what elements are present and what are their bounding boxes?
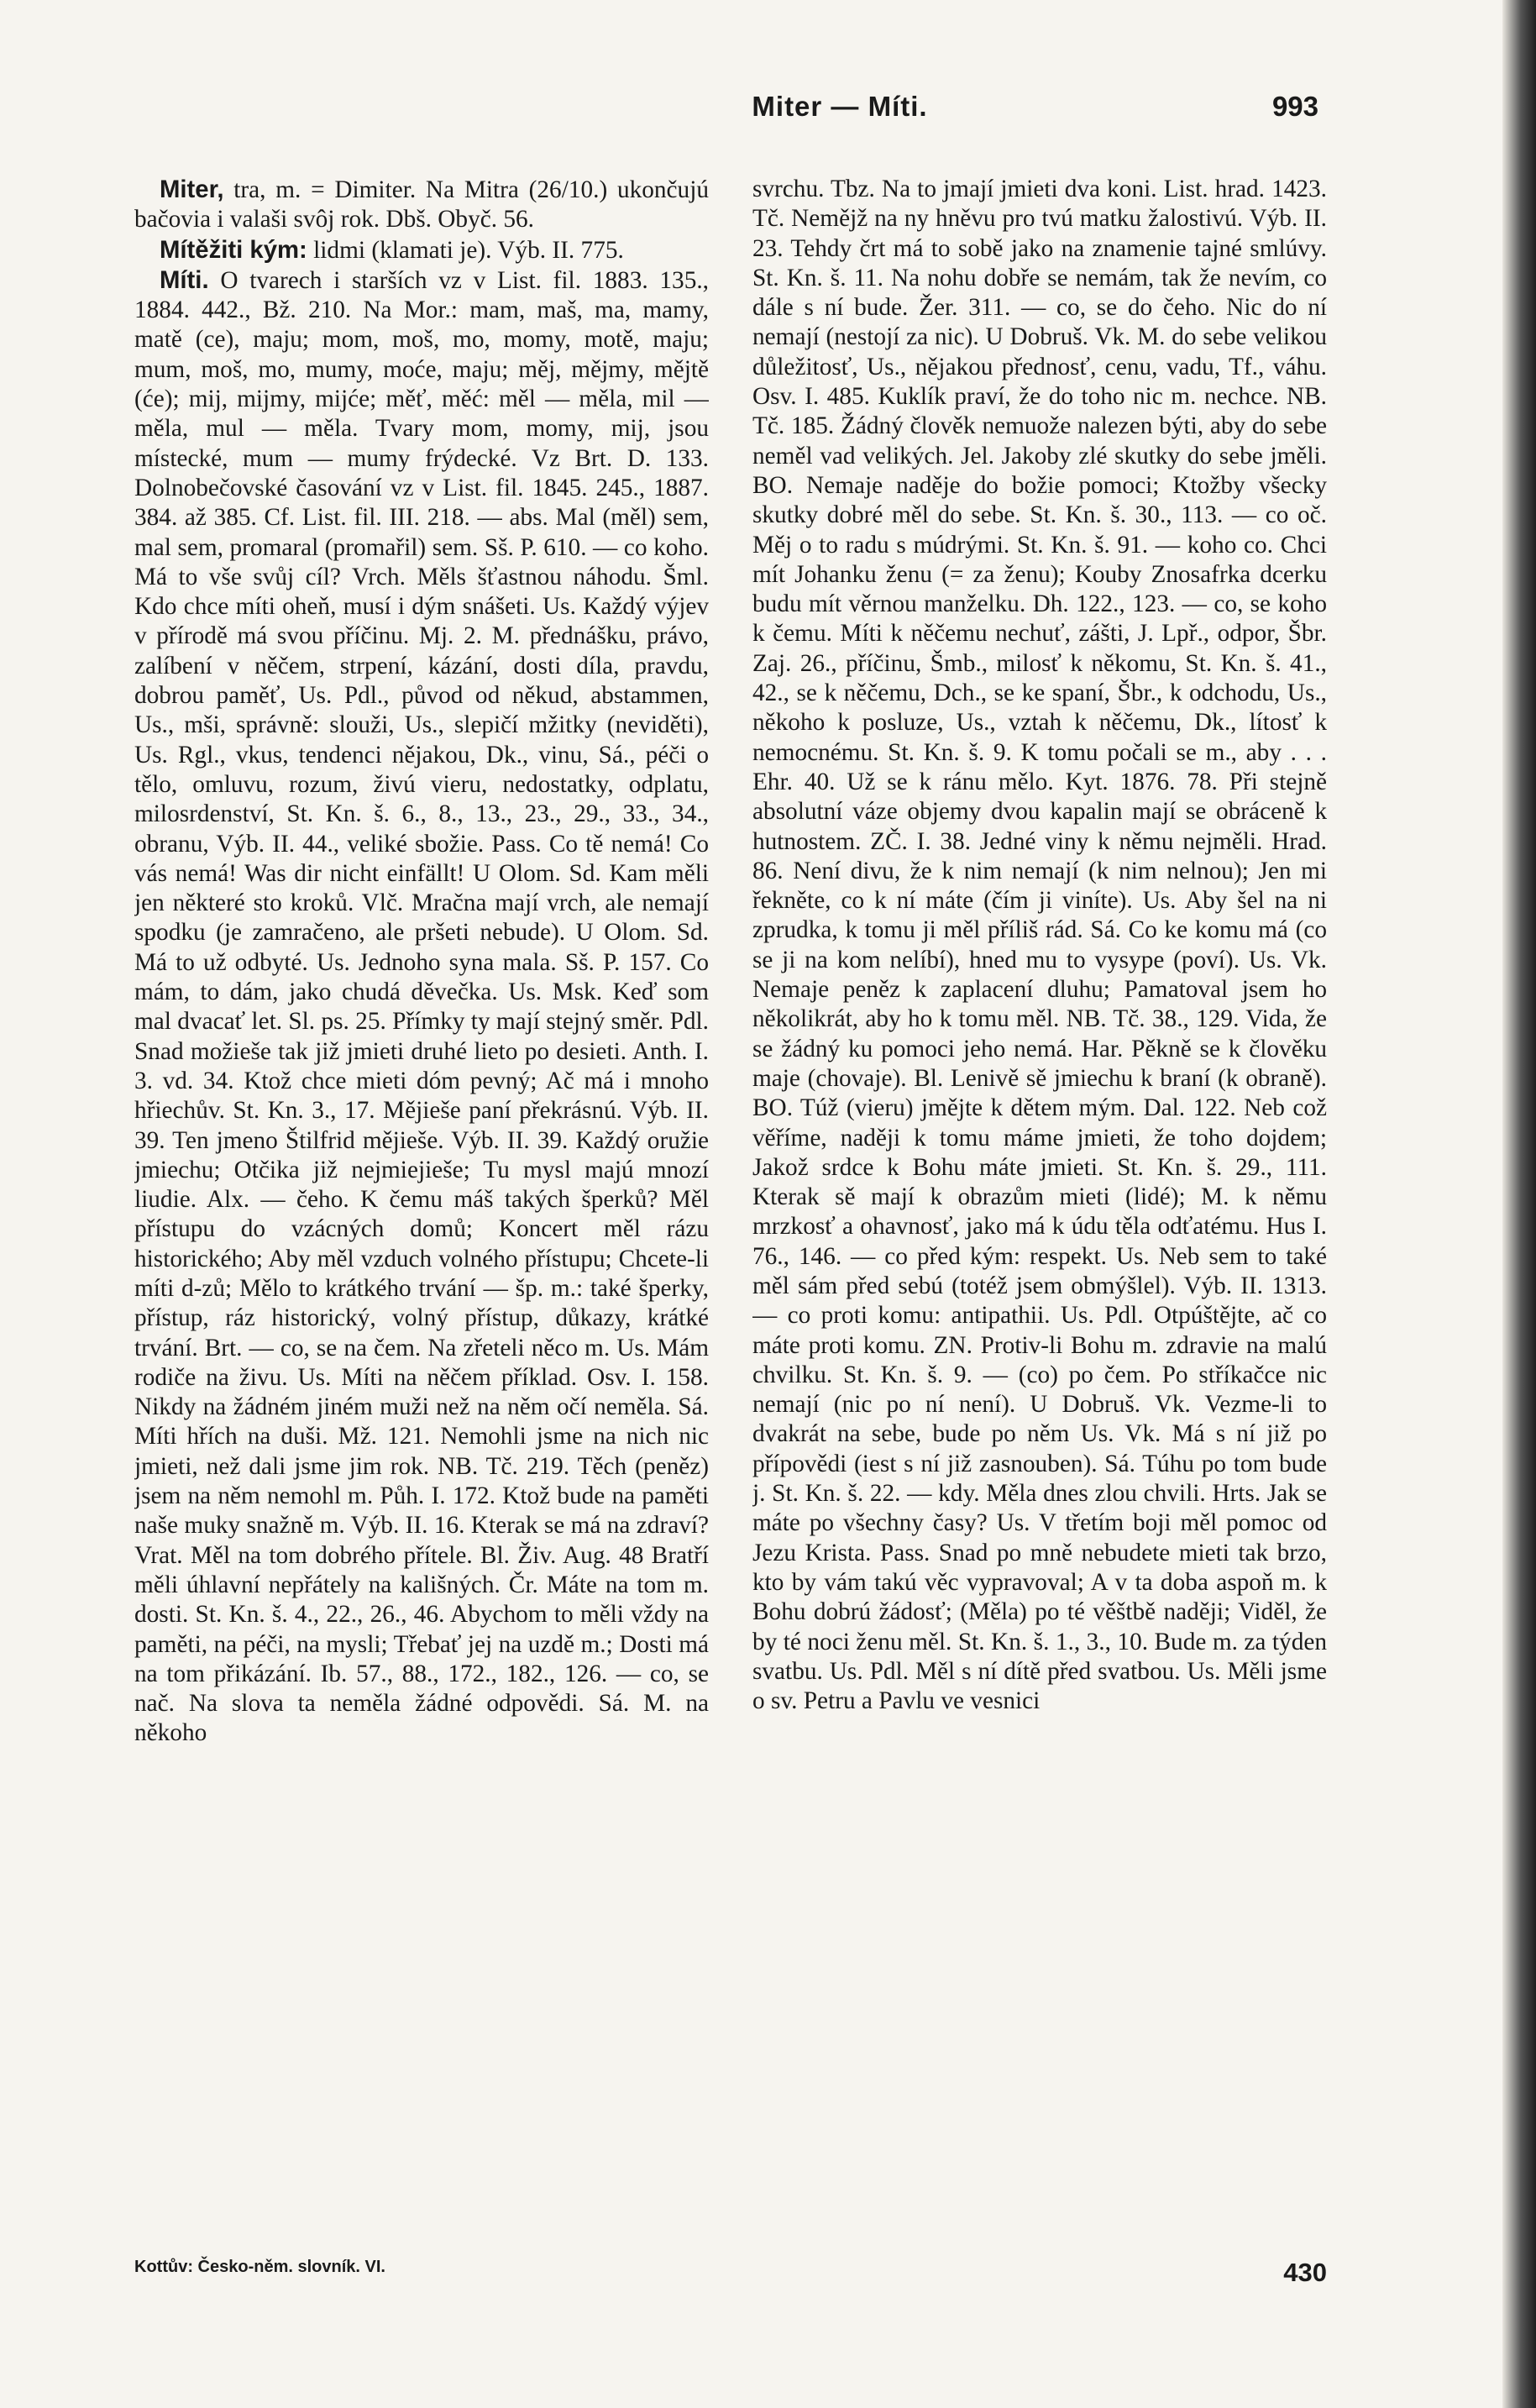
page-edge-shadow xyxy=(1502,0,1536,2408)
footer-signature: Kottův: Česko-něm. slovník. VI. xyxy=(134,2258,385,2276)
text-columns xyxy=(134,175,1327,2216)
headword: Miter, xyxy=(160,176,224,203)
page-footer xyxy=(134,2258,1327,2291)
headword: Mítěžiti kým: xyxy=(160,235,307,264)
right-column xyxy=(752,175,1327,2216)
headword: Míti. xyxy=(160,265,209,294)
entry-mitezit xyxy=(134,235,709,265)
entry-text: O tvarech i starších vz v List. fil. 1883. 135., 1884. 442., Bž. 210. Na Mor.: mam, maš, ma, mamy, matě (ce), maju; mom, moš, mo, momy, motě, maju; mum, moš, mo, mumy, moće, maju; měj, mějmy, mějtě (će); mij, mijmy, mijće; měť, měć: měl — měla, mil — měla, mul — měla. Tvary mom, momy, mij, jsou místecké, mum — mumy frýdecké. Vz Brt. D. 133. Dolnobečovské časování vz v List. fil. 1845. 245., 1887. 384. až 385. Cf. List. fil. III. 218. — abs. Mal (měl) sem, mal sem, promaral (promařil) sem. Sš. P. 610. — co koho. Má to vše svůj cíl? Vrch. Měls šťastnou náhodu. Šml. Kdo chce míti oheň, musí i dým snášeti. Us. Každý výjev v přírodě má svou příčinu. Mj. 2. M. přednášku, právo, zalíbení v něčem, strpení, kázání, dosti díla, pravdu, dobrou paměť, Us. Pdl., původ od někud, abstammen, Us., mši, správně: slouži, Us., slepičí mžitky (neviděti), Us. Rgl., vkus, tendenci nějakou, Dk., vinu, Sá., péči o tělo, omluvu, rozum, živú vieru, nedostatky, odplatu, milosrdenství, St. Kn. š. 6., 8., 13., 23., 29., 33., 34., obranu, Výb. II. 44., veliké sbožie. Pass. Co tě nemá! Co vás nemá! Was dir nicht einfällt! U Olom. Sd. Kam měli jen některé sto kroků. Vlč. Mračna mají vrch, ale nemají spodku (je zamračeno, ale pršeti nebude). U Olom. Sd. Má to už odbyté. Us. Jednoho syna mala. Sš. P. 157. Co mám, to dám, jako chudá děvečka. Us. Msk. Keď som mal dvacať let. Sl. ps. 25. Přímky ty mají stejný směr. Pdl. Snad možieše tak již jmieti druhé lieto po desieti. Anth. I. 3. vd. 34. Ktož chce mieti dóm pevný; Ač má i mnoho hřiechův. St. Kn. 3., 17. Mějieše paní překrásnú. Výb. II. 39. Ten jmeno Štilfrid mějieše. Výb. II. 39. Každý oružie jmiechu; Otčika již nejmiejieše; Tu mysl majú mnozí liudie. Alx. — čeho. K čemu máš takých šperků? Měl přístupu do vzácných domů; Koncert měl rázu historického; Aby měl vzduch volného přístupu; Chcete-li míti d-zů; Mělo to krátkého trvání — šp. m.: také šperky, přístup, ráz historický, volný přístup, důkazy, krátké trvání. Brt. — co, se na čem. Na zřeteli něco m. Us. Mám rodiče na živu. Us. Míti na něčem příklad. Osv. I. 158. Nikdy na žádném jiném muži než na něm očí neměla. Sá. Míti hřích na duši. Mž. 121. Nemohli jsme na nich nic jmieti, než dali jsme jim rok. NB. Tč. 219. Těch (peněz) jsem na něm nemohl m. Půh. I. 172. Ktož bude na paměti naše muky snažně m. Výb. II. 16. Kterak se má na zdraví? Vrat. Měl na tom dobrého přítele. Bl. Živ. Aug. 48 Bratří měli úhlavní nepřátely na kališných. Čr. Máte na tom m. dosti. St. Kn. š. 4., 22., 26., 46. Abychom to měli vždy na paměti, na péči, na mysli; Třebať jej na uzdě m.; Dosti má na tom přikázání. Ib. 57., 88., 172., 182., 126. — co, se nač. Na slova ta neměla žádné odpovědi. Sá. M. na někoho xyxy=(134,266,709,1747)
footer-sheet-number: 430 xyxy=(1283,2258,1327,2287)
entry-miti xyxy=(134,265,709,1749)
left-column xyxy=(134,175,709,2216)
entry-text: lidmi (klamati je). Výb. II. 775. xyxy=(307,236,624,264)
entry-miti-continued: svrchu. Tbz. Na to jmají jmieti dva koni. List. hrad. 1423. Tč. Nemějž na ny hněvu pro tvú matku žalostivú. Výb. II. 23. Tehdy črt má to sobě jako na znamenie tajné smlúvy. St. Kn. š. 11. Na nohu dobře se nemám, tak že nevím, co dále s ní bude. Žer. 311. — co, se do čeho. Nic do ní nemají (nestojí za nic). U Dobruš. Vk. M. do sebe velikou důležitosť, Us., nějakou přednosť, cenu, vadu, Tf., váhu. Osv. I. 485. Kuklík praví, že do toho nic m. nechce. NB. Tč. 185. Žádný člověk nemuože nalezen býti, aby do sebe neměl vad velikých. Jel. Jakoby zlé skutky do sebe jměli. BO. Nemaje naděje do božie pomoci; Ktožby všecky skutky dobré měl do sebe. St. Kn. š. 30., 113. — co oč. Měj o to radu s múdrými. St. Kn. š. 91. — koho co. Chci mít Johanku ženu (= za ženu); Kouby Znosafrka dcerku budu mít věrnou manželku. Dh. 122., 123. — co, se koho k čemu. Míti k něčemu nechuť, zášti, J. Lpř., odpor, Šbr. Zaj. 26., příčinu, Šmb., milosť k někomu, St. Kn. š. 41., 42., se k něčemu, Dch., se ke spaní, Šbr., k odchodu, Us., někoho k posluze, Us., vztah k něčemu, Dk., lítosť k nemocnému. St. Kn. š. 9. K tomu počali se m., aby . . . Ehr. 40. Už se k ránu mělo. Kyt. 1876. 78. Při stejně absolutní váze objemy dvou kapalin mají se obráceně k hutnostem. ZČ. I. 38. Jedné viny k němu nejměli. Hrad. 86. Není divu, že k nim nemají (k nim nelnou); Jen mi řekněte, co k ní máte (čím ji viníte). Us. Aby šel na ni zprudka, k tomu ji měl příliš rád. Sá. Co ke komu má (co se ji na kom nelíbí), hned mu to vysype (poví). Us. Vk. Nemaje peněz k zaplacení dluhu; Pamatoval jsem ho několikrát, aby ho k tomu měl. NB. Tč. 38., 129. Vida, že se žádný ku pomoci jeho nemá. Har. Pěkně se k člověku maje (chovaje). Bl. Lenivě sě jmiechu k braní (k obraně). BO. Túž (vieru) jmějte k dětem mým. Dal. 122. Neb což věříme, naději k tomu máme jmieti, že toho dojdem; Jakož srdce k Bohu máte jmieti. St. Kn. š. 29., 111. Kterak sě mají k obrazům mieti (lidé); M. k němu mrzkosť a ohavnosť, jako má k údu těla odťatému. Hus I. 76., 146. — co před kým: respekt. Us. Neb sem to také měl sám před sebú (totéž jsem obmýšlel). Výb. II. 1313. — co proti komu: antipathii. Us. Pdl. Otpúštějte, ač co máte proti komu. ZN. Protiv-li Bohu m. zdravie na malú chvilku. St. Kn. š. 9. — (co) po čem. Po stříkačce nic nemají (nic po ní není). U Dobruš. Vk. Vezme-li to dvakrát na sebe, bude po něm Us. Vk. Má s ní již po přípovědi (iest s ní již zasnouben). Sá. Túhu po tom bude j. St. Kn. š. 22. — kdy. Měla dnes zlou chvili. Hrts. Jak se máte po všechny časy? Us. V třetím boji měl pomoc od Jezu Krista. Pass. Snad po mně nebudete mieti tak brzo, kto by vám takú věc vypravoval; A v ta doba aspoň m. k Bohu dobrú žádosť; (Měla) po té věštbě naději; Viděl, že by té noci ženu měl. St. Kn. š. 1., 3., 10. Bude m. za týden svatbu. Us. Pdl. Měl s ní dítě před svatbou. Us. Měli jsme o sv. Petru a Pavlu ve vesnici xyxy=(752,176,1327,1715)
page-number: 993 xyxy=(1271,91,1318,122)
running-head xyxy=(0,91,1536,133)
page-title: Miter — Míti. xyxy=(752,91,928,122)
entry-miter xyxy=(134,175,709,235)
entry-text: tra, m. = Dimiter. Na Mitra (26/10.) ukončujú bačovia i valaši svôj rok. Dbš. Obyč. 56. xyxy=(134,176,709,233)
